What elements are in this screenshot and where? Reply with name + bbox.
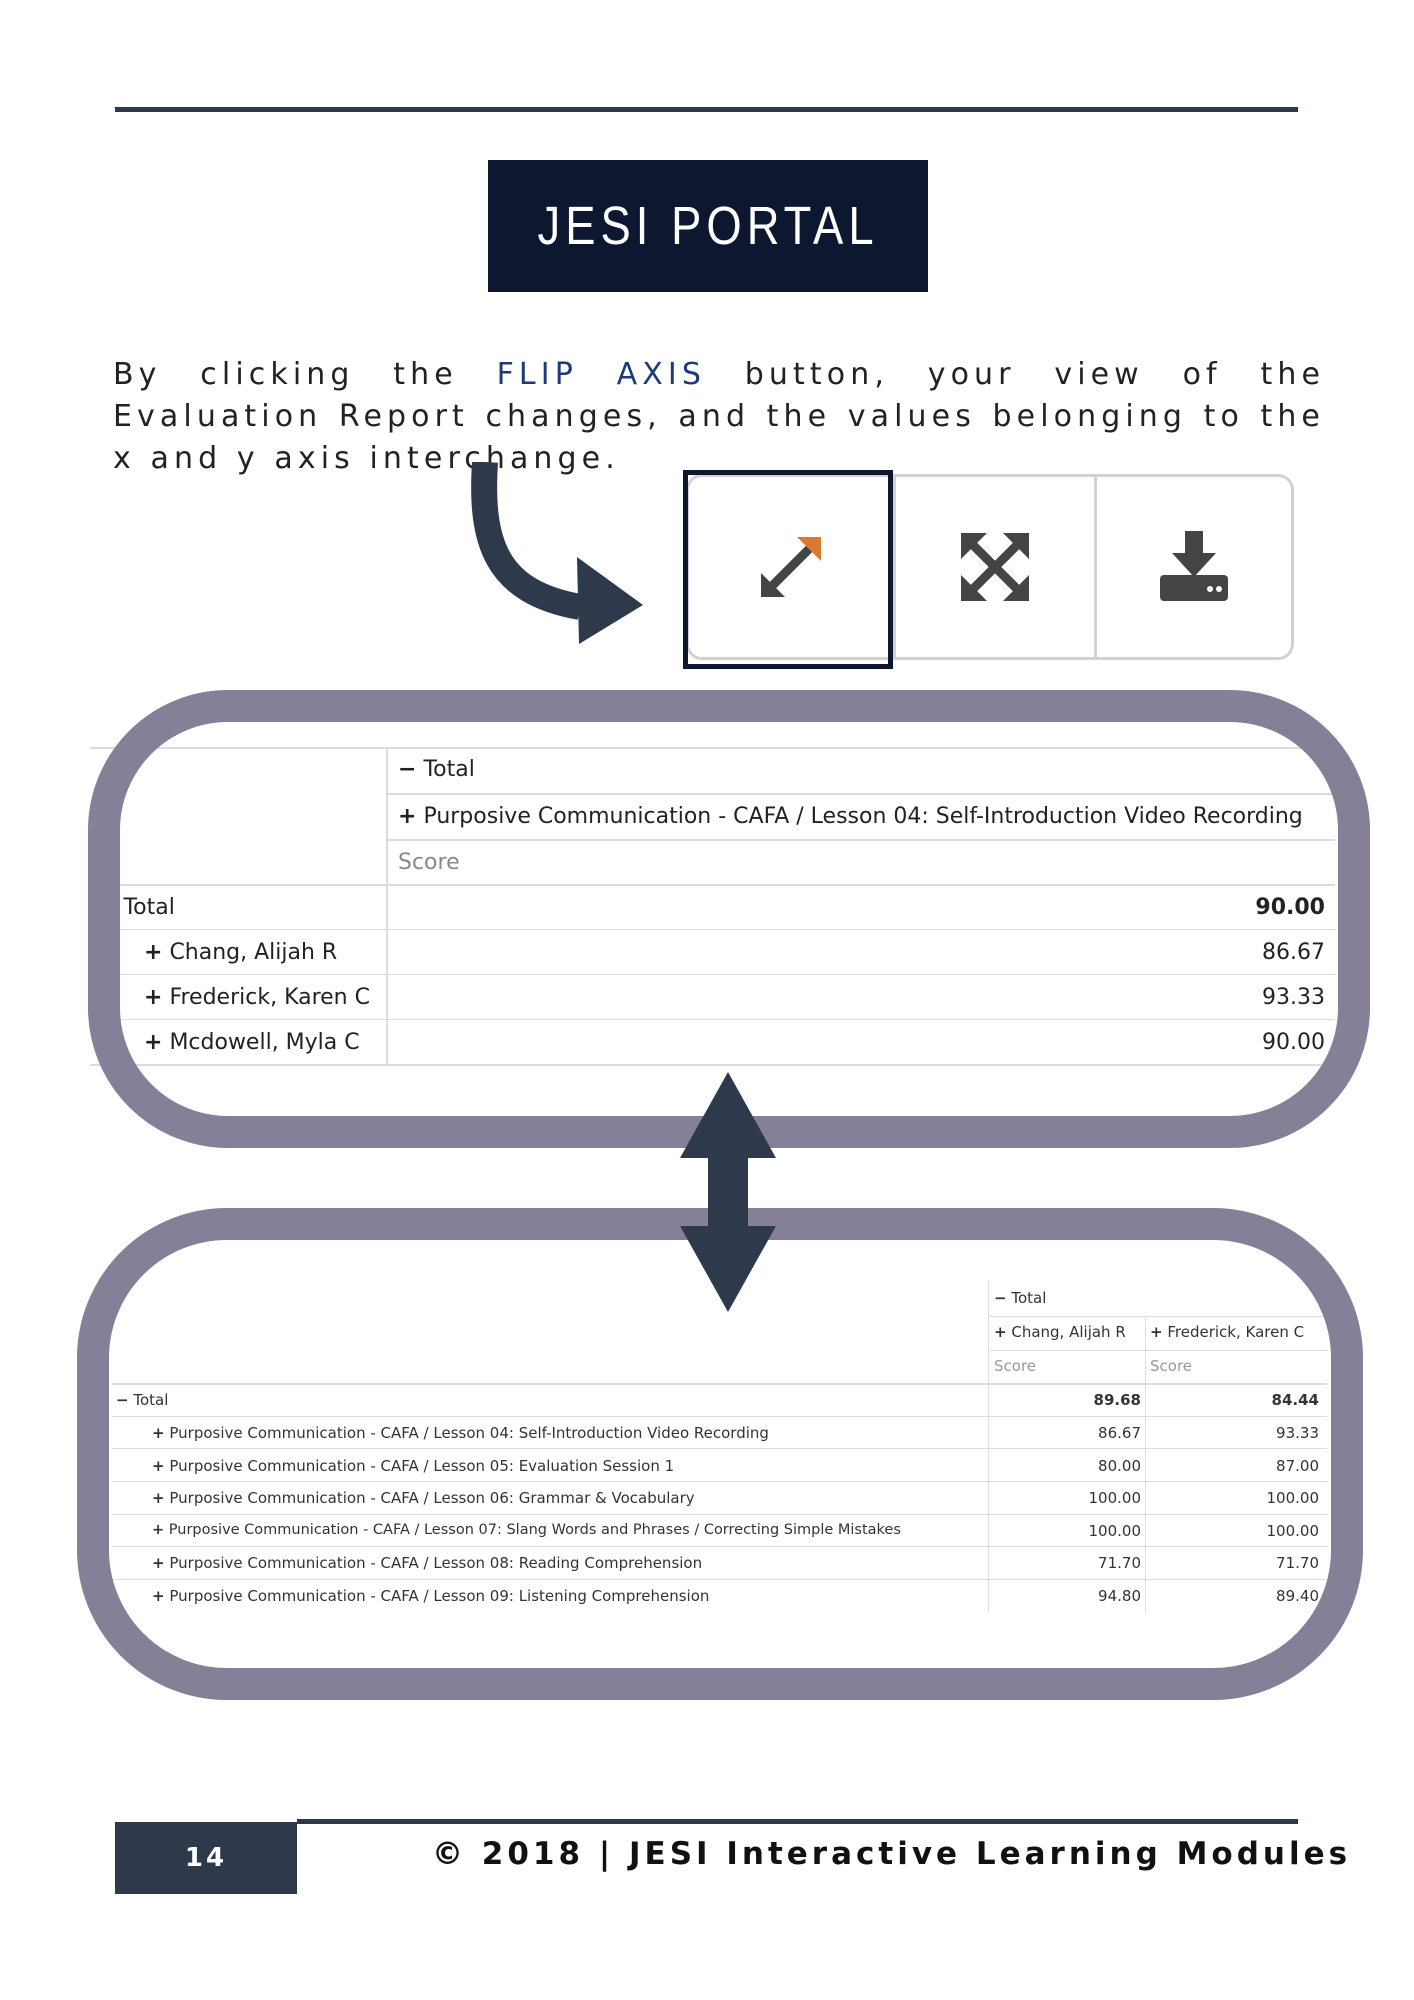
row-value: 100.00 (1266, 1489, 1319, 1507)
download-button[interactable] (1097, 477, 1291, 657)
row-value: 87.00 (1276, 1457, 1319, 1475)
expand-icon (957, 529, 1033, 605)
score-label: Score (994, 1357, 1037, 1375)
row-value: 94.80 (1098, 1587, 1141, 1605)
row-value: 71.70 (1276, 1554, 1319, 1572)
top-rule (115, 107, 1298, 112)
row-value: 100.00 (1266, 1522, 1319, 1540)
curved-arrow-icon (455, 462, 655, 652)
table-row[interactable]: + Purposive Communication - CAFA / Lesson 07: Slang Words and Phrases / Correcting Simple Mistakes (152, 1522, 901, 1538)
score-label: Score (1150, 1357, 1193, 1375)
row-value: 86.67 (1262, 940, 1325, 965)
row-value: 86.67 (1098, 1424, 1141, 1442)
row-value: 100.00 (1088, 1522, 1141, 1540)
column-student-header[interactable]: + Frederick, Karen C (1150, 1323, 1305, 1341)
page-number: 14 (115, 1822, 297, 1894)
footer-copyright: © 2018 | JESI Interactive Learning Modules (432, 1836, 1352, 1872)
table-row[interactable]: + Purposive Communication - CAFA / Lesson 06: Grammar & Vocabulary (152, 1489, 695, 1507)
row-total-value: 90.00 (1255, 895, 1325, 920)
table-row[interactable]: + Purposive Communication - CAFA / Lesson 09: Listening Comprehension (152, 1587, 710, 1605)
table-row[interactable]: + Frederick, Karen C (144, 985, 370, 1010)
row-value: 93.33 (1262, 985, 1325, 1010)
table-row[interactable]: + Purposive Communication - CAFA / Lesson 08: Reading Comprehension (152, 1554, 703, 1572)
column-student-header[interactable]: + Chang, Alijah R (994, 1323, 1126, 1341)
row-value: 90.00 (1262, 1030, 1325, 1055)
row-total-value: 89.68 (1093, 1391, 1141, 1409)
flip-axis-highlight: FLIP AXIS (496, 357, 707, 392)
title-banner (488, 160, 928, 292)
row-value: 80.00 (1098, 1457, 1141, 1475)
column-total-header[interactable]: − Total (398, 757, 475, 782)
intro-text-before: By clicking the (113, 357, 497, 392)
footer-rule (297, 1819, 1298, 1824)
row-value: 100.00 (1088, 1489, 1141, 1507)
table-row[interactable]: + Purposive Communication - CAFA / Lesson 04: Self-Introduction Video Recording (152, 1424, 769, 1442)
score-label: Score (398, 850, 460, 875)
download-icon (1154, 527, 1234, 607)
table-row[interactable]: + Purposive Communication - CAFA / Lesson 05: Evaluation Session 1 (152, 1457, 675, 1475)
column-lesson-header[interactable]: + Purposive Communication - CAFA / Lesson 04: Self-Introduction Video Recording (398, 804, 1303, 829)
expand-button[interactable] (896, 477, 1094, 657)
double-arrow-icon (678, 1072, 778, 1312)
row-value: 89.40 (1276, 1587, 1319, 1605)
flip-axis-highlight-frame (683, 470, 893, 669)
page-title: JESI PORTAL (537, 196, 879, 256)
row-value: 93.33 (1276, 1424, 1319, 1442)
row-value: 71.70 (1098, 1554, 1141, 1572)
intro-text-after: button, your view of the Evaluation Report changes, and the values belonging to the x and y axis interchange. (113, 357, 1325, 476)
table-row[interactable]: + Mcdowell, Myla C (144, 1030, 360, 1055)
table-row[interactable]: + Chang, Alijah R (144, 940, 338, 965)
intro-paragraph (113, 354, 1325, 480)
row-total-header[interactable]: − Total (116, 1391, 169, 1409)
row-total-header[interactable]: − Total (98, 895, 175, 920)
row-total-value: 84.44 (1271, 1391, 1319, 1409)
column-total-header[interactable]: − Total (994, 1289, 1047, 1307)
